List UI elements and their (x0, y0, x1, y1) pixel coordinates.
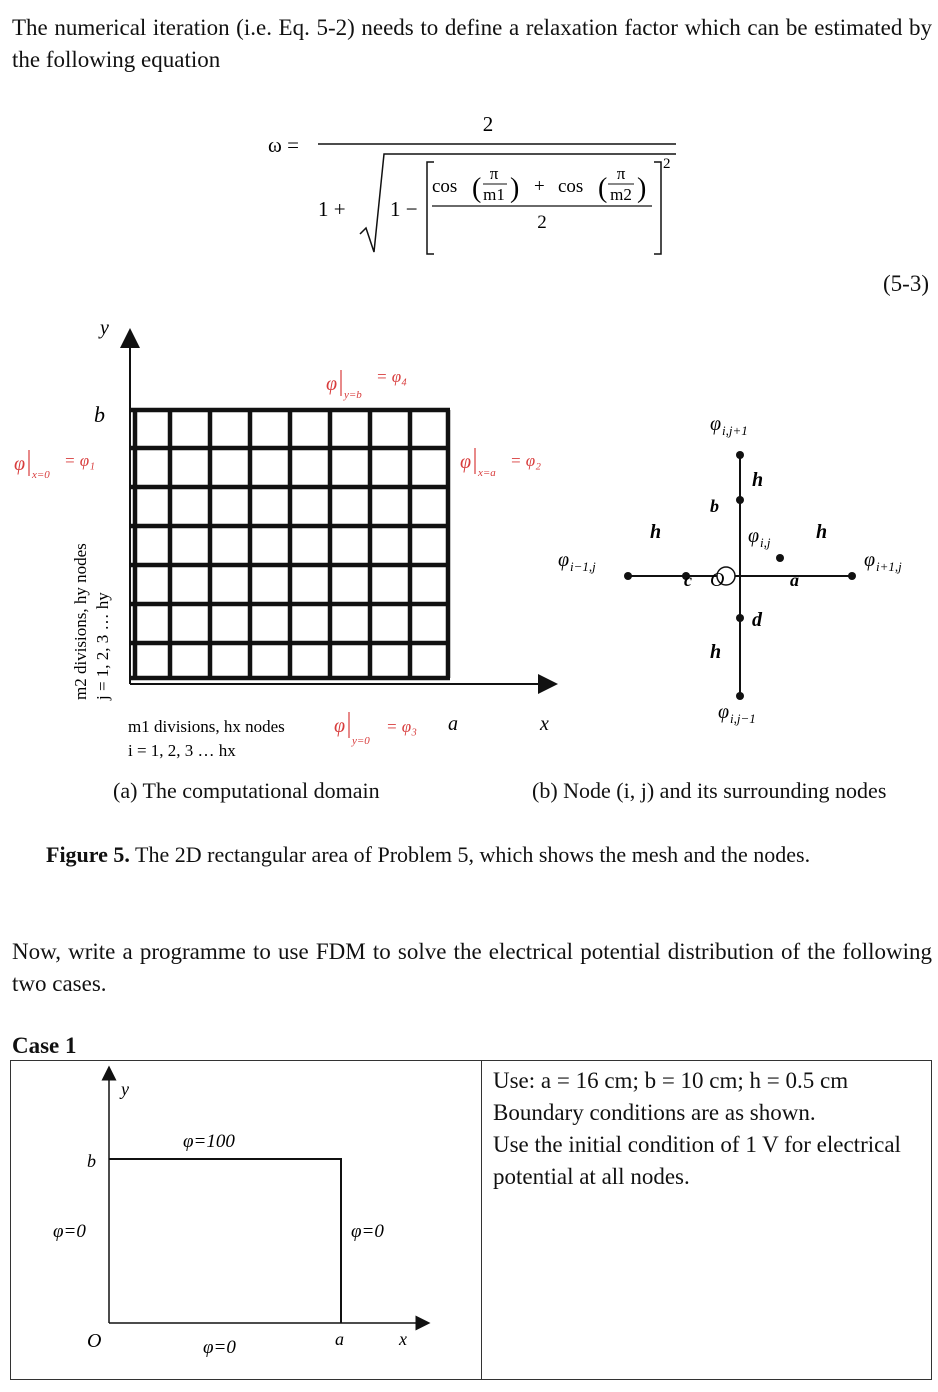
equation-numerator: 2 (482, 112, 494, 136)
svg-text:): ) (510, 173, 520, 204)
equation-pi-1: π (489, 164, 499, 183)
node-label-right (864, 549, 902, 574)
domain-a-label: a (448, 713, 458, 735)
distance-b: b (710, 496, 719, 516)
case1-description (493, 1065, 933, 1193)
intro-paragraph: The numerical iteration (i.e. Eq. 5-2) needs to define a relaxation factor which can be estimated by the following equation (12, 15, 932, 72)
case1-top-bc: φ=100 (183, 1131, 235, 1152)
case1-table (10, 1060, 932, 1380)
svg-text:(: ( (472, 173, 482, 204)
svg-text:i,j−1: i,j−1 (730, 711, 756, 726)
equation-one-plus: 1 + (318, 197, 346, 221)
left-boundary-label (14, 450, 95, 481)
case1-left-bc: φ=0 (53, 1221, 86, 1242)
domain-b-label: b (94, 402, 105, 427)
svg-text:φ: φ (14, 453, 26, 475)
svg-text:i,j: i,j (760, 535, 771, 550)
equation-one-minus: 1 − (390, 197, 418, 221)
figure-b-caption: (b) Node (i, j) and its surrounding nodes (532, 778, 887, 803)
svg-text:y=b: y=b (344, 389, 362, 401)
svg-text:x=0: x=0 (32, 469, 50, 481)
mesh-grid (130, 410, 450, 678)
case1-b-label: b (87, 1151, 96, 1171)
case1-x-label: x (399, 1329, 407, 1349)
svg-text:φ: φ (460, 451, 472, 473)
distance-c: c (684, 570, 692, 590)
case1-title: Case 1 (12, 1033, 77, 1058)
svg-text:(: ( (598, 173, 608, 204)
equation-cos-1: cos (432, 176, 458, 197)
spacing-h-right: h (816, 521, 828, 543)
computational-domain-figure (0, 310, 570, 780)
figure-caption-label: Figure 5. (46, 842, 130, 867)
case1-line-1: Use: a = 16 cm; b = 10 cm; h = 0.5 cm (493, 1068, 849, 1093)
distance-a: a (790, 570, 799, 590)
top-boundary-label (326, 367, 407, 401)
svg-text:y=0: y=0 (352, 735, 370, 747)
equation-pi-2: π (616, 164, 626, 183)
bottom-boundary-label (334, 712, 417, 747)
equation-number: (5-3) (883, 271, 929, 296)
svg-text:i,j+1: i,j+1 (722, 423, 748, 438)
svg-text:φ: φ (326, 373, 338, 395)
figure-caption (46, 842, 810, 868)
svg-text:x=a: x=a (478, 467, 496, 479)
case1-line-2: Boundary conditions are as shown. (493, 1100, 816, 1125)
case1-origin-label: O (87, 1330, 102, 1352)
equation-inner-denominator: 2 (537, 212, 547, 233)
vertical-nodes-label: j = 1, 2, 3 … hy (93, 592, 112, 700)
equation-exponent: 2 (663, 156, 671, 172)
node-label-bottom (718, 701, 756, 726)
spacing-h-left: h (650, 521, 662, 543)
equation-m1: m1 (483, 185, 505, 204)
node-label-center (748, 525, 771, 550)
case1-divider (481, 1061, 482, 1379)
svg-text:i−1,j: i−1,j (570, 559, 596, 574)
case1-right-bc: φ=0 (351, 1221, 384, 1242)
axis-y-label: y (100, 317, 109, 339)
svg-text:= φ₄: = φ₄ (376, 367, 408, 386)
horizontal-divisions-label: m1 divisions, hx nodes (128, 717, 285, 736)
case1-line-3: Use the initial condition of 1 V for electrical (493, 1132, 901, 1157)
svg-text:φ: φ (558, 549, 570, 571)
equation-lhs: ω = (268, 133, 299, 157)
svg-text:φ: φ (748, 525, 760, 547)
case1-line-4: potential at all nodes. (493, 1164, 690, 1189)
svg-text:): ) (637, 173, 647, 204)
svg-text:φ: φ (864, 549, 876, 571)
figure-a-caption: (a) The computational domain (113, 778, 380, 803)
svg-text:φ: φ (718, 701, 730, 723)
equation-cos-2: cos (558, 176, 584, 197)
case1-diagram (11, 1061, 479, 1379)
instruction-paragraph: Now, write a programme to use FDM to solve the electrical potential distribution of the following two cases. (12, 939, 932, 996)
svg-text:φ: φ (334, 715, 346, 737)
svg-text:φ: φ (710, 413, 722, 435)
spacing-h-bottom: h (710, 641, 722, 663)
vertical-divisions-label: m2 divisions, hy nodes (71, 543, 90, 700)
equation-plus: + (534, 176, 545, 197)
node-stencil-figure (550, 400, 938, 740)
node-label-top (710, 413, 748, 438)
case1-y-label: y (121, 1079, 129, 1099)
svg-text:= φ₁: = φ₁ (64, 451, 96, 470)
relaxation-equation (250, 100, 690, 270)
svg-text:= φ₃: = φ₃ (386, 717, 418, 736)
spacing-h-top: h (752, 469, 764, 491)
node-label-left (558, 549, 596, 574)
axis-x-label: x (540, 713, 549, 735)
figure-caption-text: The 2D rectangular area of Problem 5, which shows the mesh and the nodes. (129, 842, 811, 867)
right-boundary-label (460, 448, 541, 479)
case1-a-label: a (335, 1329, 344, 1349)
origin-label: O (710, 569, 725, 591)
case1-bottom-bc: φ=0 (203, 1337, 236, 1358)
svg-text:= φ₂: = φ₂ (510, 451, 542, 470)
horizontal-nodes-label: i = 1, 2, 3 … hx (128, 741, 236, 760)
distance-d: d (752, 609, 762, 631)
equation-m2: m2 (610, 185, 632, 204)
svg-text:i+1,j: i+1,j (876, 559, 902, 574)
